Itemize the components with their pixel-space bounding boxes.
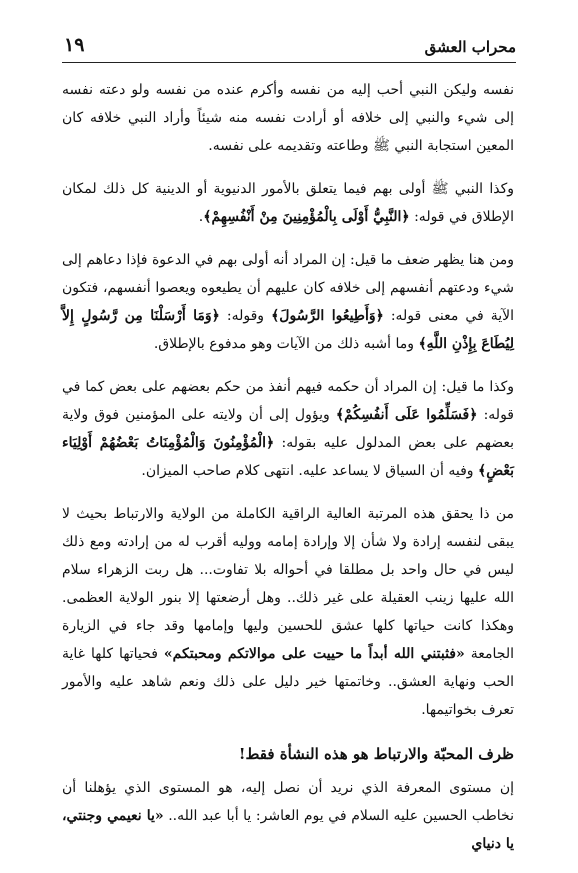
- text-p4-2: ويؤول إلى أن ولايته على المؤمنين فوق ولاية بعضهم على بعض المدلول عليه بقوله:: [62, 407, 514, 451]
- quote-p3-1: ﴿وَأَطِيعُوا الرَّسُولَ﴾: [271, 308, 384, 324]
- page-body: [62, 76, 514, 873]
- text-p2-0: وكذا النبي ﷺ أولى بهم فيما يتعلق بالأمور الدنيوية أو الدينية كل ذلك لمكان الإطلاق في قوله:: [62, 181, 514, 225]
- quote-p3-3: ﴿وَمَا أَرْسَلْنَا مِن رَّسُولٍ إِلاَّ لِيُطَاعَ بِإِذْنِ اللَّهِ﴾: [62, 308, 514, 352]
- paragraph-1: [62, 76, 514, 160]
- quote-p4-1: ﴿فَسَلِّمُوا عَلَى أَنفُسِكُمْ﴾: [335, 407, 478, 423]
- page-number: ١٩: [64, 34, 85, 56]
- text-p3-0: ومن هنا يظهر ضعف ما قيل: إن المراد أنه أولى بهم في الدعوة فإذا دعاهم إلى شيء ودعتهم أنفسهم إلى خلافه كان عليهم أن يطيعوه ويعصوا أنفسهم، فتكون الآية في معنى قوله:: [62, 252, 515, 324]
- text-p3-2: وقوله:: [219, 308, 272, 324]
- text-final-0: إن مستوى المعرفة الذي نريد أن نصل إليه، هو المستوى الذي يؤهلنا أن نخاطب الحسين عليه السلام في يوم العاشر: يا أبا عبد الله..: [62, 780, 514, 824]
- text-p4-4: وفيه أن السياق لا يساعد عليه. انتهى كلام صاحب الميزان.: [141, 463, 478, 479]
- paragraph-4: [62, 373, 514, 485]
- book-title: محراب العشق: [424, 38, 516, 56]
- paragraph-3: [62, 246, 514, 358]
- text-p3-4: وما أشبه ذلك من الآيات وهو مدفوع بالإطلاق.: [153, 336, 419, 352]
- quote-p4-3: ﴿الْمُؤْمِنُونَ وَالْمُؤْمِنَاتُ بَعْضُهُمْ أَوْلِيَاء بَعْضٍ﴾: [62, 435, 514, 479]
- text-p2-2: .: [198, 209, 204, 225]
- paragraphs: [62, 76, 514, 724]
- text-p4-0: وكذا ما قيل: إن المراد أن حكمه فيهم أنفذ من حكم بعضهم على بعض كما في قوله:: [62, 379, 514, 423]
- quote-final-1: «يا نعيمي وجنتي، يا دنياي: [62, 808, 514, 852]
- text-p5-0: من ذا يحقق هذه المرتبة العالية الراقية الكاملة من الولاية والارتباط بحيث لا يبقى لنفسه إرادة ولا شأن إلا وإرادة إمامه ووليه أقرب له من إرادته ومع ذلك ليس في حال واحد بل مطلقا في أحواله بلا تفاوت... هل ربت الزهراء سلام الله عليها زينب العقيلة على غير ذلك.. وهل أرضعتها إلا بنور الولاية العظمى. وهكذا كانت حياتها كلها عشق للحسين وليها وإمامها وقد جاء في الزيارة الجامعة: [62, 506, 514, 662]
- page-header: [64, 30, 516, 62]
- section-heading: ظرف المحبّة والارتباط هو هذه النشأة فقط!: [238, 745, 514, 763]
- text-p5-2: فحياتها كلها غاية الحب ونهاية العشق.. وخاتمتها خير دليل على ذلك ونعم شاهد عليه والأمور تعرف بخواتيمها.: [62, 646, 514, 718]
- final-paragraph: [62, 774, 514, 858]
- paragraph-2: [62, 175, 514, 231]
- quote-p5-1: «فثبتني الله أبداً ما حييت على موالاتكم ومحبتكم»: [163, 646, 465, 662]
- header-rule: [62, 62, 516, 63]
- paragraph-5: [62, 500, 514, 724]
- text-p1-0: نفسه وليكن النبي أحب إليه من نفسه وأكرم عنده من نفسه ولو دعته نفسه إلى شيء والنبي إلى خلافه أو أرادت نفسه منه شيئاً وأراد النبي خلافه كان المعين استجابة النبي ﷺ وطاعته وتقديمه على نفسه.: [62, 82, 514, 154]
- quote-p2-1: ﴿النَّبِيُّ أَوْلَى بِالْمُؤْمِنِينَ مِنْ أَنْفُسِهِمْ﴾: [203, 209, 410, 225]
